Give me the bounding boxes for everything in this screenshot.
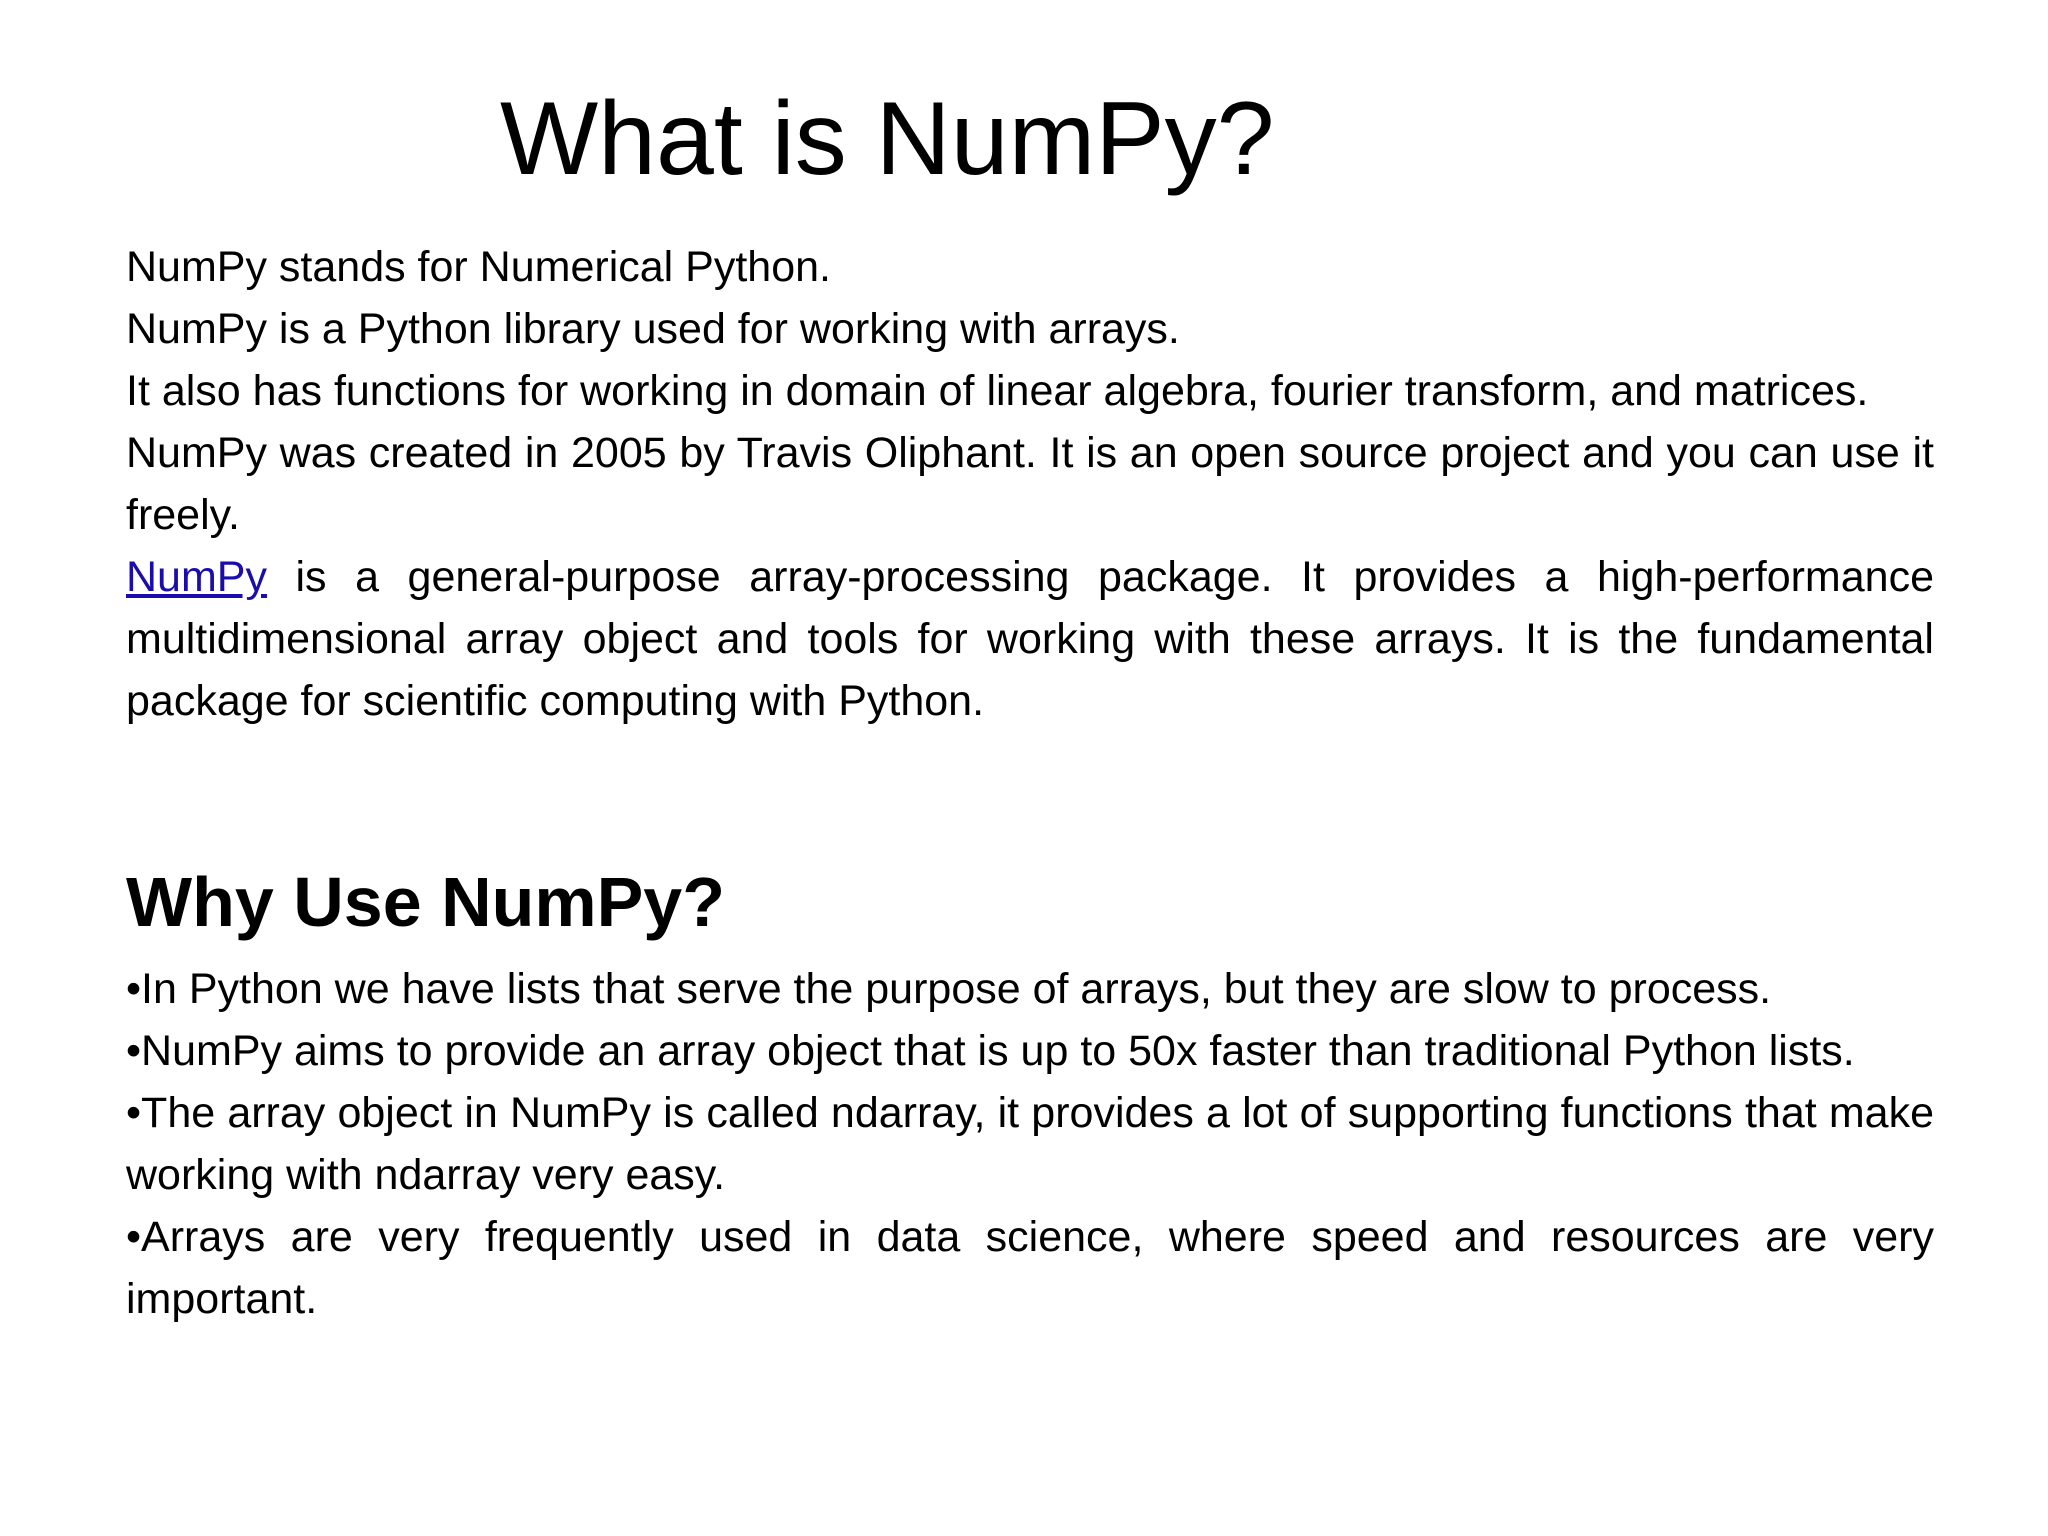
intro-line-5-text: is a general-purpose array-processing package. It provides a high-performance multidimensional array object and tools for working with these arrays. It is the fundamental package for scientific computing with Python. — [126, 553, 1934, 725]
why-heading: Why Use NumPy? — [126, 863, 725, 941]
why-bullet: •Arrays are very frequently used in data science, where speed and resources are very important. — [126, 1213, 1934, 1323]
slide-title: What is NumPy? — [500, 81, 1275, 197]
intro-line-4: NumPy was created in 2005 by Travis Oliphant. It is an open source project and you can use it freely. — [126, 429, 1934, 539]
intro-line-2: NumPy is a Python library used for working with arrays. — [126, 305, 1180, 353]
why-bullet: •NumPy aims to provide an array object that is up to 50x faster than traditional Python lists. — [126, 1027, 1855, 1075]
intro-section — [126, 236, 1934, 732]
why-bullet: •The array object in NumPy is called ndarray, it provides a lot of supporting functions that make working with ndarray very easy. — [126, 1089, 1934, 1199]
intro-line-1: NumPy stands for Numerical Python. — [126, 243, 831, 291]
why-section — [126, 958, 1934, 1330]
numpy-link[interactable]: NumPy — [126, 553, 267, 601]
intro-line-3: It also has functions for working in domain of linear algebra, fourier transform, and matrices. — [126, 367, 1869, 415]
why-bullet: •In Python we have lists that serve the purpose of arrays, but they are slow to process. — [126, 965, 1772, 1013]
intro-line-5 — [126, 546, 1934, 732]
